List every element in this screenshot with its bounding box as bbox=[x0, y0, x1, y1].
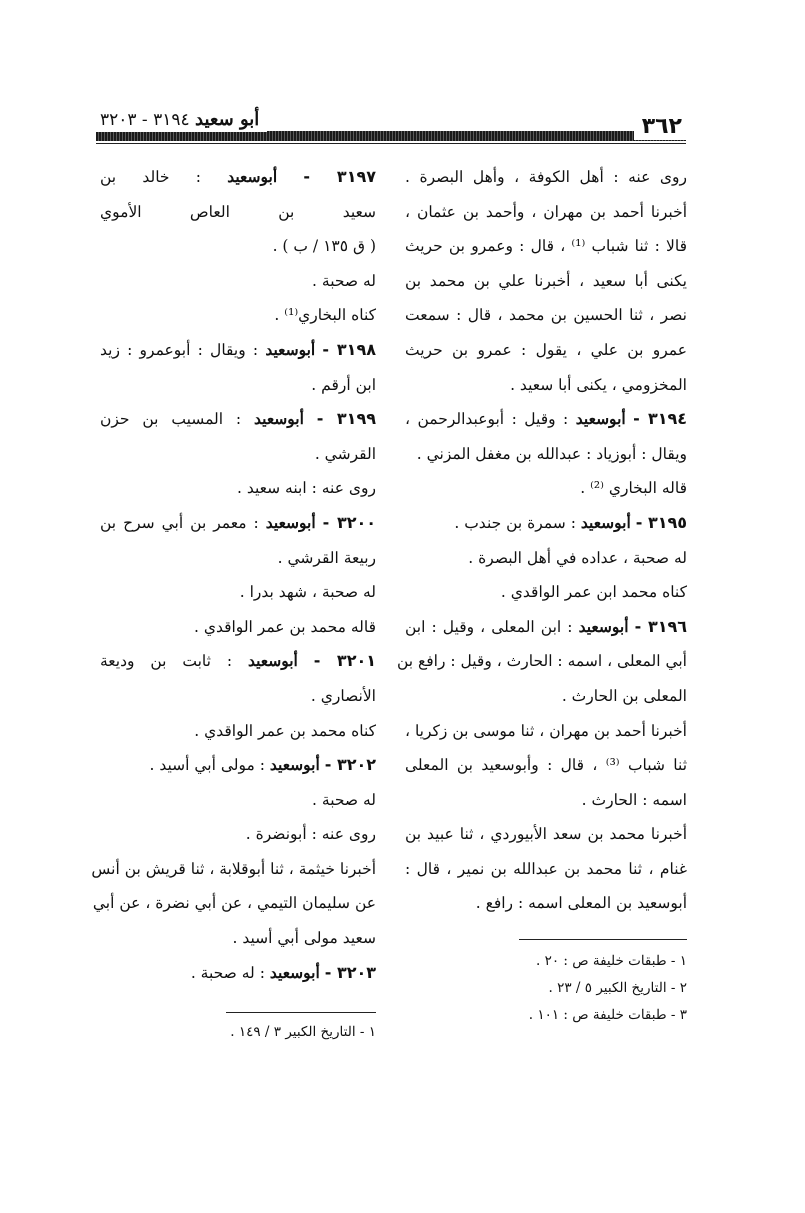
text-line: أبي المعلى ، اسمه : الحارث ، وقيل : رافع بن bbox=[396, 652, 687, 671]
entry-heading-3203 bbox=[100, 956, 376, 991]
entry-name: أبوسعيد bbox=[265, 339, 316, 359]
text-line: أخبرنا أحمد بن مهران ، ثنا موسى بن زكريا ، bbox=[405, 721, 687, 740]
entry-number: ٣١٩٤ - bbox=[633, 409, 687, 429]
text-line: أخبرنا أحمد بن مهران ، وأحمد بن عثمان ، bbox=[405, 202, 687, 221]
entry-number: ٣١٩٥ - bbox=[635, 512, 687, 532]
text-line: نصر ، ثنا الحسين بن محمد ، قال : سمعت bbox=[405, 306, 687, 325]
text-line: قالا : ثنا شباب ⁽¹⁾ ، قال : وعمرو بن حريث bbox=[405, 237, 687, 256]
entry-name: أبوسعيد bbox=[247, 651, 298, 671]
entry-name: أبوسعيد bbox=[269, 962, 320, 982]
text-line: عن سليمان التيمي ، عن أبي نضرة ، عن أبي bbox=[92, 894, 376, 913]
entry-text: : وقيل : أبوعبدالرحمن ، bbox=[405, 410, 569, 429]
text-line: كناه محمد بن عمر الواقدي . bbox=[194, 721, 376, 740]
entry-heading-3199 bbox=[100, 402, 376, 437]
entry-text: : المسيب بن حزن bbox=[100, 410, 242, 429]
entry-name: أبوسعيد bbox=[227, 167, 278, 186]
text-line: غنام ، ثنا محمد بن عبدالله بن نمير ، قال : bbox=[405, 859, 687, 878]
entry-name: أبوسعيد bbox=[265, 512, 316, 532]
text-line: روى عنه : ابنه سعيد . bbox=[236, 479, 376, 498]
footnote: ٣ - طبقات خليفة ص : ١٠١ . bbox=[528, 1007, 687, 1024]
text-line: المخزومي ، يكنى أبا سعيد . bbox=[510, 375, 687, 394]
entry-heading-3194 bbox=[405, 402, 687, 437]
entry-name: أبوسعيد bbox=[254, 409, 304, 429]
text-line: الأنصاري . bbox=[310, 686, 376, 705]
entry-text: : ويقال : أبوعمرو : زيد bbox=[100, 340, 259, 359]
text-line: اسمه : الحارث . bbox=[581, 790, 687, 809]
footnotes bbox=[100, 1019, 376, 1046]
entry-text: : ثابت بن وديعة bbox=[100, 652, 233, 671]
entry-number: ٣١٩٧ - bbox=[303, 167, 376, 186]
footnotes bbox=[405, 948, 687, 1029]
entry-number: ٣٢٠١ - bbox=[313, 651, 376, 671]
text-line: روى عنه : أهل الكوفة ، وأهل البصرة . bbox=[405, 168, 687, 186]
text-line: روى عنه : أبونضرة . bbox=[245, 825, 376, 844]
entry-text: : له صحبة . bbox=[190, 963, 265, 982]
text-line: يكنى أبا سعيد ، أخبرنا علي بن محمد بن bbox=[405, 271, 687, 290]
text-line: ابن أرقم . bbox=[311, 375, 376, 394]
running-title-name: أبو سعيد bbox=[195, 109, 260, 130]
text-line: قاله البخاري ⁽²⁾ . bbox=[580, 479, 687, 498]
entry-name: أبوسعيد bbox=[580, 512, 631, 532]
text-line: أبوسعيد بن المعلى اسمه : رافع . bbox=[475, 894, 687, 913]
text-line: ( ق ١٣٥ / ب ) . bbox=[272, 237, 376, 256]
text-line: ثنا شباب ⁽³⁾ ، قال : وأبوسعيد بن المعلى bbox=[405, 756, 688, 775]
entry-text: : ابن المعلى ، وقيل : ابن bbox=[405, 617, 573, 636]
left-column bbox=[91, 160, 377, 1046]
entry-text: : مولى أبي أسيد . bbox=[149, 756, 265, 775]
entry-number: ٣١٩٩ - bbox=[316, 409, 376, 429]
header-rule bbox=[96, 131, 686, 141]
footnote: ١ - التاريخ الكبير ٣ / ١٤٩ . bbox=[230, 1024, 376, 1041]
text-line: القرشي . bbox=[314, 444, 376, 463]
entry-name: أبوسعيد bbox=[269, 755, 320, 775]
entry-heading-3200 bbox=[100, 506, 376, 541]
text-line: سعيد بن العاص الأموي bbox=[100, 202, 376, 221]
entry-heading-3198 bbox=[100, 333, 376, 368]
text-line: ويقال : أبوزياد : عبدالله بن مغفل المزني . bbox=[416, 444, 687, 463]
text-line: قاله محمد بن عمر الواقدي . bbox=[193, 617, 376, 636]
text-line: أخبرنا محمد بن سعد الأبيوردي ، ثنا عبيد بن bbox=[405, 825, 687, 844]
running-title-range: ٣١٩٤ - ٣٢٠٣ bbox=[100, 110, 190, 130]
text-line: كناه البخاري⁽¹⁾ . bbox=[274, 306, 376, 325]
text-line: له صحبة ، عداده في أهل البصرة . bbox=[468, 548, 687, 567]
text-line: كناه محمد ابن عمر الواقدي . bbox=[500, 583, 687, 602]
running-title bbox=[96, 108, 267, 132]
text-line: له صحبة . bbox=[312, 271, 376, 290]
page-header bbox=[96, 108, 686, 150]
entry-number: ٣٢٠٢ - bbox=[324, 755, 376, 775]
entry-text: : خالد بن bbox=[100, 168, 201, 186]
footnote: ١ - طبقات خليفة ص : ٢٠ . bbox=[536, 953, 687, 970]
text-line: سعيد مولى أبي أسيد . bbox=[232, 929, 376, 948]
entry-text: : معمر بن أبي سرح بن bbox=[100, 513, 259, 532]
entry-number: ٣٢٠٠ - bbox=[322, 512, 377, 532]
entry-number: ٣١٩٨ - bbox=[322, 339, 376, 359]
entry-heading-3195 bbox=[405, 506, 687, 541]
text-line: عمرو بن علي ، يقول : عمرو بن حريث bbox=[405, 340, 687, 359]
header-rule-thin bbox=[96, 143, 686, 144]
entry-heading-3196 bbox=[405, 610, 687, 645]
text-line: له صحبة . bbox=[312, 790, 376, 809]
entry-heading-3197 bbox=[100, 160, 376, 195]
text-line: ربيعة القرشي . bbox=[277, 548, 376, 567]
text-line: أخبرنا خيثمة ، ثنا أبوقلابة ، ثنا قريش بن أنس bbox=[91, 859, 376, 878]
entry-heading-3201 bbox=[100, 644, 376, 679]
footnote: ٢ - التاريخ الكبير ٥ / ٢٣ . bbox=[548, 980, 687, 997]
entry-text: : سمرة بن جندب . bbox=[454, 513, 576, 532]
right-column bbox=[396, 160, 688, 1029]
text-line: له صحبة ، شهد بدرا . bbox=[239, 583, 376, 602]
entry-number: ٣١٩٦ - bbox=[634, 616, 687, 636]
text-line: المعلى بن الحارث . bbox=[561, 686, 687, 705]
entry-name: أبوسعيد bbox=[578, 616, 629, 636]
footnote-rule bbox=[226, 1012, 376, 1013]
entry-number: ٣٢٠٣ - bbox=[324, 962, 376, 982]
footnote-rule bbox=[519, 939, 687, 940]
entry-heading-3202 bbox=[100, 748, 376, 783]
entry-name: أبوسعيد bbox=[575, 409, 626, 429]
page-number: ٣٦٢ bbox=[634, 114, 686, 140]
